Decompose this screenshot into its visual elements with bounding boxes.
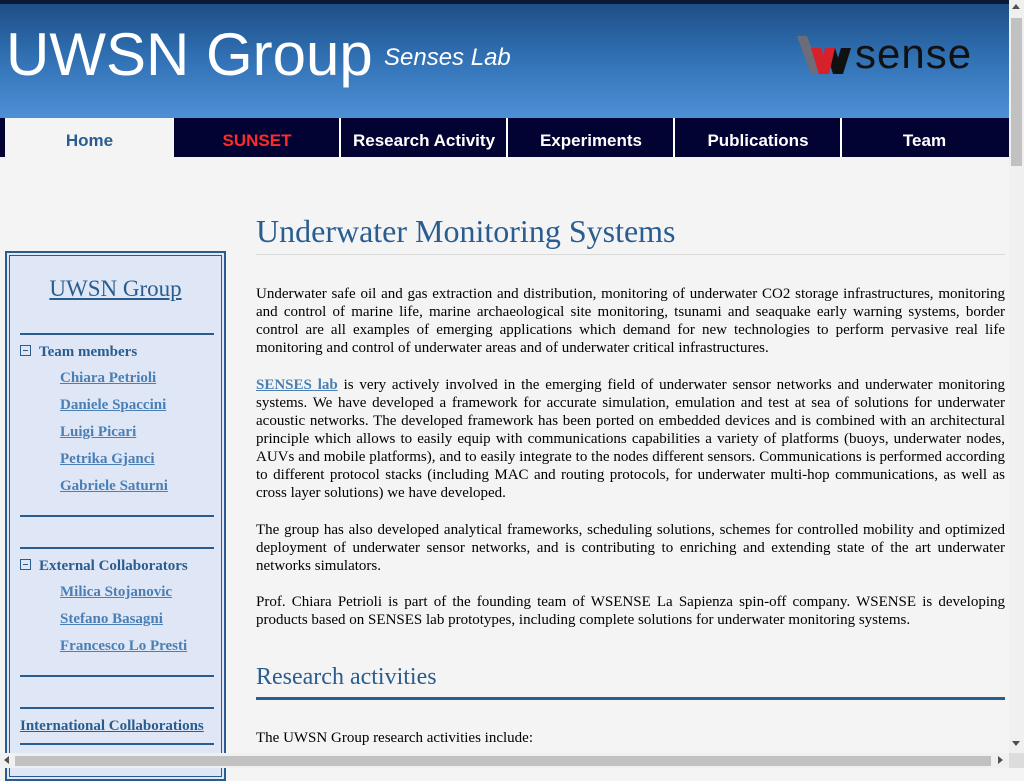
research-heading: Research activities bbox=[256, 664, 1005, 700]
sidebar-frame bbox=[9, 255, 222, 777]
main-content bbox=[256, 210, 1005, 746]
scroll-right-icon[interactable] bbox=[998, 756, 1003, 764]
collaborator-link[interactable]: Milica Stojanovic bbox=[60, 584, 173, 600]
site-subtitle: Senses Lab bbox=[384, 44, 511, 71]
logo-text: sense bbox=[855, 30, 973, 77]
intro-paragraph: Underwater safe oil and gas extraction and distribution, monitoring of underwater CO2 storage infrastructures, monitoring and control of marine life, marine archaeological site monitoring, tsunami and seaquake early warning systems, border control are all examples of emerging applications which demand for new technologies to perform pervasive real life monitoring and control of underwater areas and of underwater critical infrastructures. bbox=[256, 286, 1005, 356]
analytical-paragraph: The group has also developed analytical frameworks, scheduling solutions, schemes for controlled mobility and optimized deployment of underwater sensor networks, and is contributing to enriching and extending state of the art underwater networks simulators. bbox=[256, 522, 1005, 574]
scroll-down-icon[interactable] bbox=[1012, 741, 1020, 746]
sidebar-title[interactable]: UWSN Group bbox=[49, 276, 182, 301]
divider bbox=[20, 515, 214, 517]
page-title: Underwater Monitoring Systems bbox=[256, 210, 1005, 255]
scroll-left-icon[interactable] bbox=[4, 756, 9, 764]
team-member-link[interactable]: Chiara Petrioli bbox=[60, 370, 157, 386]
team-section-label: Team members bbox=[39, 344, 138, 360]
tab-home[interactable]: Home bbox=[0, 118, 174, 157]
research-intro: The UWSN Group research activities include: bbox=[256, 730, 533, 746]
collaborator-link[interactable]: Stefano Basagni bbox=[60, 611, 163, 627]
team-member-link[interactable]: Daniele Spaccini bbox=[60, 397, 167, 413]
site-title[interactable]: UWSN Group bbox=[6, 21, 373, 88]
collapse-icon[interactable] bbox=[20, 559, 31, 570]
wsense-logo-mark-icon bbox=[797, 30, 859, 80]
divider bbox=[20, 675, 214, 677]
wsense-paragraph: Prof. Chiara Petrioli is part of the founding team of WSENSE La Sapienza spin-off company. WSENSE is developing products based on SENSES lab prototypes, including complete solutions for underwater monitoring systems. bbox=[256, 594, 1005, 628]
team-section-header[interactable] bbox=[20, 344, 137, 361]
main-nav bbox=[0, 118, 1009, 157]
external-section-header[interactable] bbox=[20, 558, 188, 575]
scrollbar-corner bbox=[1009, 753, 1024, 768]
senses-lab-link[interactable]: SENSES lab bbox=[256, 377, 338, 393]
collaborator-link[interactable]: Francesco Lo Presti bbox=[60, 638, 188, 654]
tab-experiments[interactable]: Experiments bbox=[506, 118, 674, 157]
horizontal-scrollbar[interactable] bbox=[0, 753, 1009, 768]
external-section-label: External Collaborators bbox=[39, 558, 188, 574]
team-member-link[interactable]: Luigi Picari bbox=[60, 424, 137, 440]
vertical-scrollbar[interactable] bbox=[1009, 0, 1024, 753]
international-collaborations-link[interactable]: International Collaborations bbox=[20, 718, 204, 734]
team-member-link[interactable]: Petrika Gjanci bbox=[60, 451, 155, 467]
scrollbar-thumb[interactable] bbox=[1011, 18, 1022, 166]
divider bbox=[20, 743, 214, 745]
wsense-logo[interactable] bbox=[797, 30, 987, 80]
divider bbox=[20, 333, 214, 335]
tab-team[interactable]: Team bbox=[840, 118, 1007, 157]
senses-paragraph bbox=[256, 376, 1005, 502]
team-member-link[interactable]: Gabriele Saturni bbox=[60, 478, 168, 494]
scroll-up-icon[interactable] bbox=[1012, 4, 1020, 9]
site-header bbox=[0, 0, 1009, 118]
tab-sunset[interactable]: SUNSET bbox=[222, 131, 292, 150]
collapse-icon[interactable] bbox=[20, 345, 31, 356]
sidebar bbox=[5, 251, 226, 781]
senses-paragraph-text: is very actively involved in the emerging field of underwater sensor networks and underwater monitoring systems. We have developed a framework for accurate simulation, emulation and test at sea of solutions for underwater acoustic networks. The developed framework has been ported on embedded devices and is combined with an architectural principle which allows to easily equip with communications capabilities a variety of platforms (buoys, underwater nodes, AUVs and mobile platforms), and to easily integrate to the nodes different sensors. Communications is performed according to different protocol stacks (including MAC and routing protocols, for underwater multi-hop communications, as well as cross layer solutions) we have developed. bbox=[256, 377, 1005, 501]
divider bbox=[20, 547, 214, 549]
scrollbar-thumb[interactable] bbox=[15, 756, 991, 766]
divider bbox=[20, 707, 214, 709]
tab-publications[interactable]: Publications bbox=[673, 118, 841, 157]
tab-research-activity[interactable]: Research Activity bbox=[339, 118, 507, 157]
